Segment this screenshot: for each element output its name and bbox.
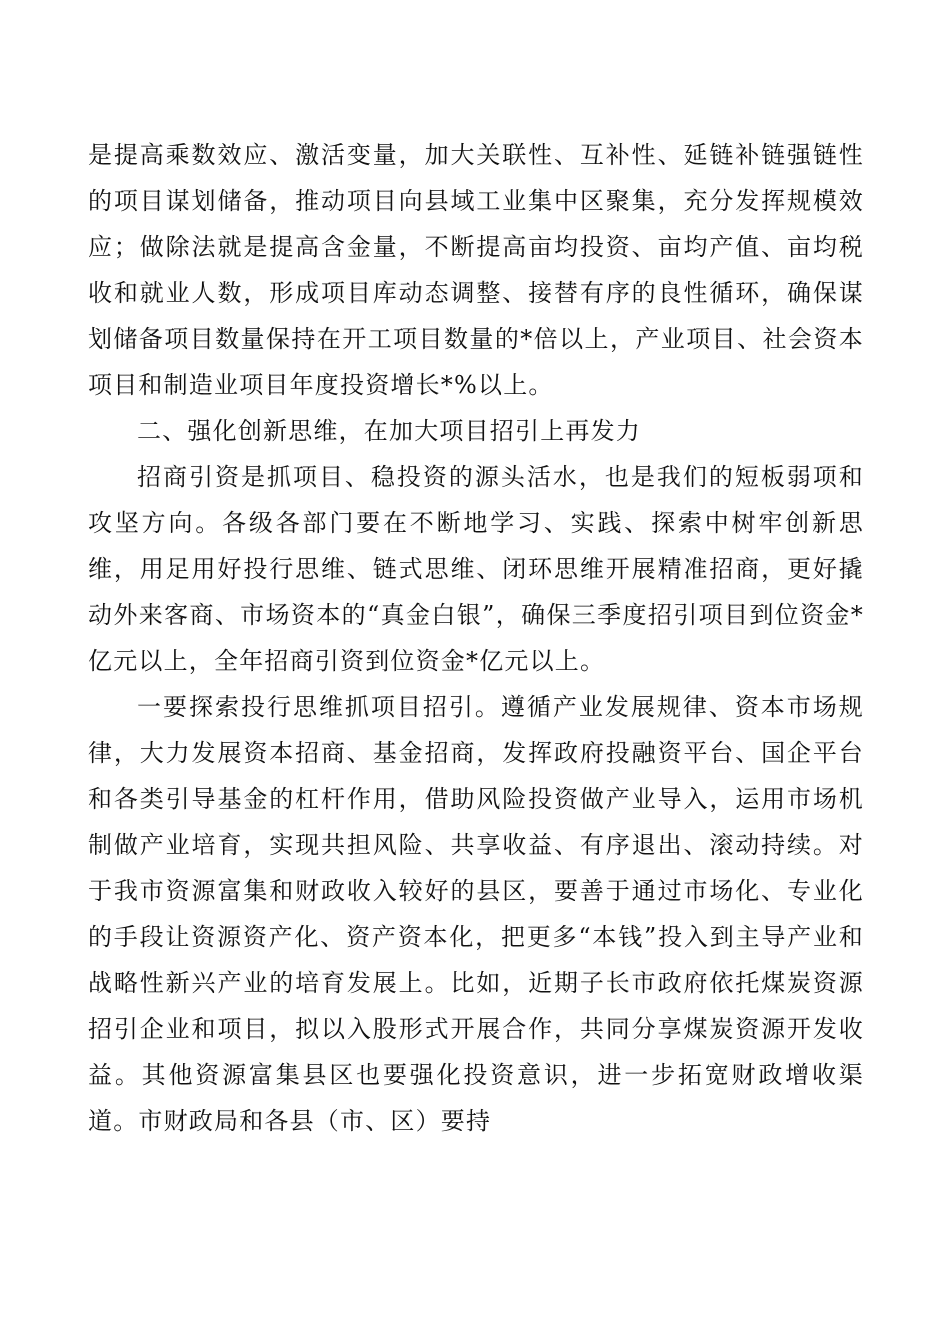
document-page xyxy=(88,132,864,1144)
paragraph-continuation: 是提高乘数效应、激活变量，加大关联性、互补性、延链补链强链性的项目谋划储备，推动项目向县域工业集中区聚集，充分发挥规模效应；做除法就是提高含金量，不断提高亩均投资、亩均产值、亩均税收和就业人数，形成项目库动态调整、接替有序的良性循环，确保谋划储备项目数量保持在开工项目数量的*倍以上，产业项目、社会资本项目和制造业项目年度投资增长*%以上。 xyxy=(88,141,864,399)
paragraph-investment-attraction: 招商引资是抓项目、稳投资的源头活水，也是我们的短板弱项和攻坚方向。各级各部门要在不断地学习、实践、探索中树牢创新思维，用足用好投行思维、链式思维、闭环思维开展精准招商，更好撬动外来客商、市场资本的“真金白银”，确保三季度招引项目到位资金*亿元以上，全年招商引资到位资金*亿元以上。 xyxy=(88,463,864,675)
section-heading: 二、强化创新思维，在加大项目招引上再发力 xyxy=(137,417,641,445)
paragraph-investment-banking-thinking: 一要探索投行思维抓项目招引。遵循产业发展规律、资本市场规律，大力发展资本招商、基金招商，发挥政府投融资平台、国企平台和各类引导基金的杠杆作用，借助风险投资做产业导入，运用市场机制做产业培育，实现共担风险、共享收益、有序退出、滚动持续。对于我市资源富集和财政收入较好的县区，要善于通过市场化、专业化的手段让资源资产化、资产资本化，把更多“本钱”投入到主导产业和战略性新兴产业的培育发展上。比如，近期子长市政府依托煤炭资源招引企业和项目，拟以入股形式开展合作，共同分享煤炭资源开发收益。其他资源富集县区也要强化投资意识，进一步拓宽财政增收渠道。市财政局和各县（市、区）要持 xyxy=(88,693,864,1135)
